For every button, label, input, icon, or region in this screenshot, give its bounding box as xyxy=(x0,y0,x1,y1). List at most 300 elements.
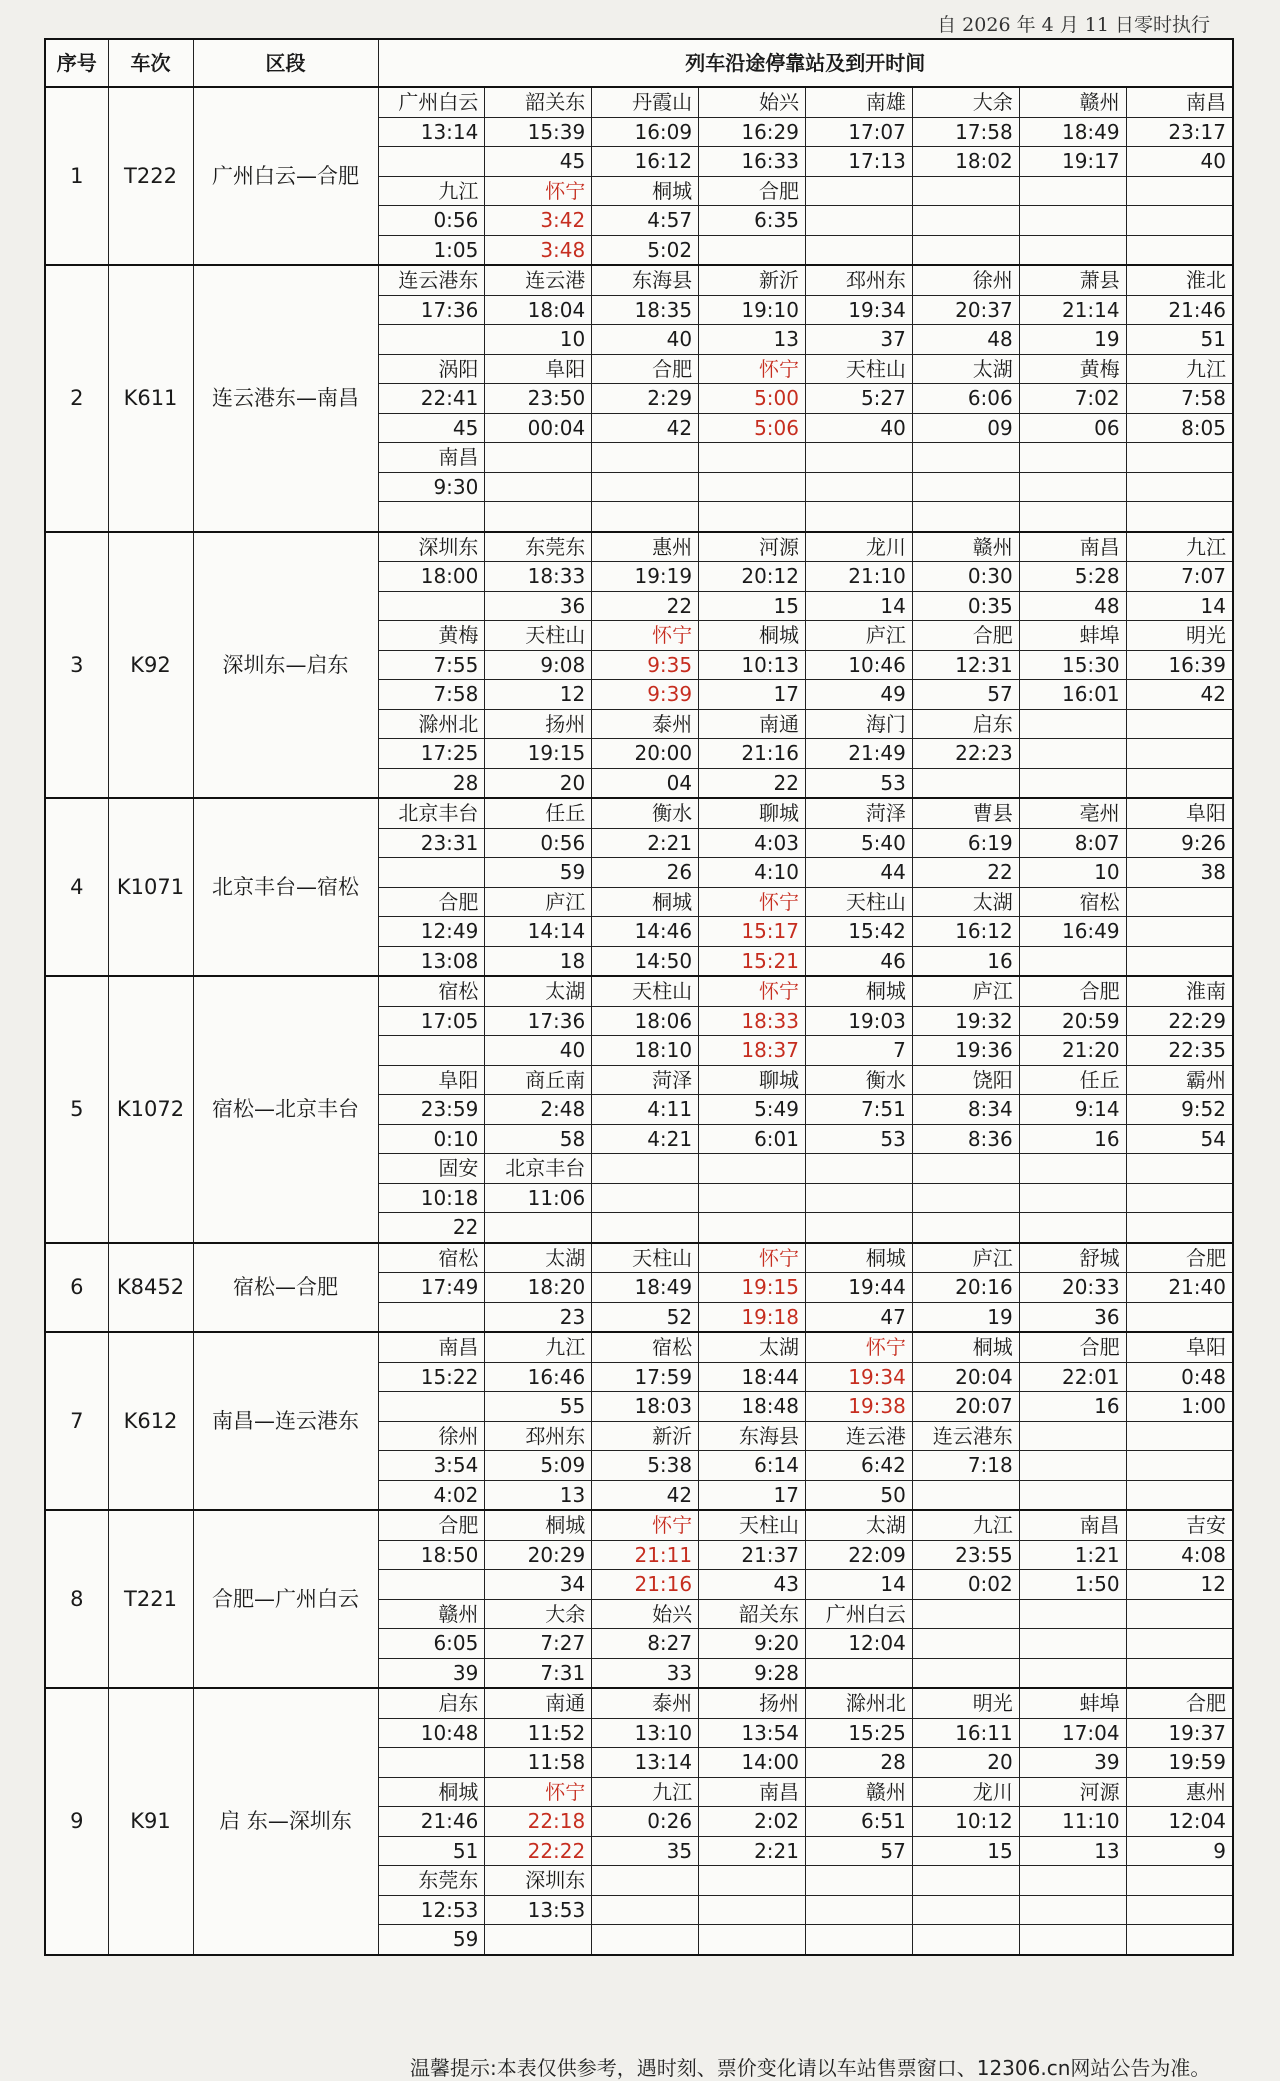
stop-cell: 南昌 xyxy=(1019,532,1126,562)
stop-cell: 10 xyxy=(1019,858,1126,888)
stop-cell: 东海县 xyxy=(699,1421,806,1451)
stop-cell: 38 xyxy=(1126,858,1233,888)
stop-cell: 太湖 xyxy=(485,1243,592,1273)
stop-cell: 35 xyxy=(592,1836,699,1866)
stop-cell: 16:29 xyxy=(699,117,806,147)
stop-cell xyxy=(592,1154,699,1184)
stop-cell: 53 xyxy=(806,768,913,798)
stop-cell: 始兴 xyxy=(592,1599,699,1629)
stop-cell: 怀宁 xyxy=(485,1777,592,1807)
stop-cell: 合肥 xyxy=(1019,1332,1126,1362)
stop-cell: 合肥 xyxy=(1126,1243,1233,1273)
header-stops: 列车沿途停靠站及到开时间 xyxy=(378,39,1233,87)
table-row xyxy=(45,1243,1233,1273)
stop-cell: 吉安 xyxy=(1126,1510,1233,1540)
stop-cell: 59 xyxy=(378,1925,485,1955)
stop-cell: 扬州 xyxy=(485,709,592,739)
stop-cell: 19:19 xyxy=(592,562,699,592)
stop-cell: 45 xyxy=(378,413,485,443)
stop-cell: 合肥 xyxy=(912,621,1019,651)
stop-cell: 13 xyxy=(1019,1836,1126,1866)
train-code: K1071 xyxy=(108,798,193,976)
stop-cell: 49 xyxy=(806,680,913,710)
stop-cell xyxy=(378,1302,485,1332)
stop-cell xyxy=(806,235,913,265)
stop-cell xyxy=(1019,502,1126,532)
stop-cell xyxy=(699,1895,806,1925)
stop-cell: 庐江 xyxy=(912,976,1019,1006)
stop-cell: 7:02 xyxy=(1019,384,1126,414)
stop-cell: 22:23 xyxy=(912,739,1019,769)
stop-cell: 19:18 xyxy=(699,1302,806,1332)
stop-cell xyxy=(1126,443,1233,473)
table-row xyxy=(45,265,1233,295)
stop-cell: 39 xyxy=(378,1658,485,1688)
stop-cell: 15:42 xyxy=(806,917,913,947)
stop-cell: 17:13 xyxy=(806,147,913,177)
stop-cell xyxy=(1019,946,1126,976)
stop-cell: 9:14 xyxy=(1019,1095,1126,1125)
stop-cell: 南通 xyxy=(485,1688,592,1718)
stop-cell xyxy=(592,502,699,532)
stop-cell xyxy=(699,1154,806,1184)
stop-cell: 14:14 xyxy=(485,917,592,947)
stop-cell: 韶关东 xyxy=(485,87,592,117)
stop-cell xyxy=(378,1392,485,1422)
stop-cell: 04 xyxy=(592,768,699,798)
stop-cell: 33 xyxy=(592,1658,699,1688)
stop-cell: 菏泽 xyxy=(806,798,913,828)
stop-cell: 19:10 xyxy=(699,295,806,325)
stop-cell: 42 xyxy=(592,413,699,443)
header-section: 区段 xyxy=(193,39,378,87)
stop-cell xyxy=(1126,768,1233,798)
stop-cell: 17:07 xyxy=(806,117,913,147)
stop-cell: 7:31 xyxy=(485,1658,592,1688)
stop-cell: 阜阳 xyxy=(1126,1332,1233,1362)
stop-cell: 40 xyxy=(1126,147,1233,177)
stop-cell: 黄梅 xyxy=(1019,354,1126,384)
stop-cell: 14:00 xyxy=(699,1748,806,1778)
stop-cell xyxy=(1019,1895,1126,1925)
stop-cell xyxy=(806,1154,913,1184)
table-row xyxy=(45,976,1233,1006)
stop-cell: 10:18 xyxy=(378,1183,485,1213)
stop-cell: 16:39 xyxy=(1126,650,1233,680)
stop-cell: 28 xyxy=(378,768,485,798)
stop-cell xyxy=(378,325,485,355)
stop-cell xyxy=(699,502,806,532)
stop-cell xyxy=(699,443,806,473)
stop-cell xyxy=(912,502,1019,532)
table-row xyxy=(45,798,1233,828)
stop-cell: 广州白云 xyxy=(378,87,485,117)
stop-cell: 启东 xyxy=(378,1688,485,1718)
stop-cell: 19:32 xyxy=(912,1006,1019,1036)
stop-cell: 亳州 xyxy=(1019,798,1126,828)
stop-cell xyxy=(378,147,485,177)
stop-cell: 17 xyxy=(699,680,806,710)
stop-cell: 34 xyxy=(485,1570,592,1600)
stop-cell: 18:48 xyxy=(699,1392,806,1422)
stop-cell: 北京丰台 xyxy=(378,798,485,828)
stop-cell: 10:48 xyxy=(378,1718,485,1748)
stop-cell xyxy=(1019,206,1126,236)
stop-cell: 5:28 xyxy=(1019,562,1126,592)
stop-cell: 17:59 xyxy=(592,1362,699,1392)
stop-cell: 21:14 xyxy=(1019,295,1126,325)
stop-cell: 13:53 xyxy=(485,1895,592,1925)
stop-cell: 54 xyxy=(1126,1124,1233,1154)
train-code: K8452 xyxy=(108,1243,193,1333)
stop-cell: 15:21 xyxy=(699,946,806,976)
stop-cell: 8:36 xyxy=(912,1124,1019,1154)
stop-cell xyxy=(806,206,913,236)
stop-cell xyxy=(592,1925,699,1955)
stop-cell xyxy=(699,1183,806,1213)
stop-cell: 15 xyxy=(912,1836,1019,1866)
stop-cell: 48 xyxy=(1019,591,1126,621)
stop-cell: 18:20 xyxy=(485,1273,592,1303)
stop-cell: 固安 xyxy=(378,1154,485,1184)
stop-cell: 舒城 xyxy=(1019,1243,1126,1273)
stop-cell xyxy=(699,1925,806,1955)
stop-cell: 淮北 xyxy=(1126,265,1233,295)
stop-cell: 53 xyxy=(806,1124,913,1154)
stop-cell xyxy=(1019,1925,1126,1955)
stop-cell: 曹县 xyxy=(912,798,1019,828)
stop-cell: 4:21 xyxy=(592,1124,699,1154)
stop-cell: 8:34 xyxy=(912,1095,1019,1125)
stop-cell: 17:36 xyxy=(378,295,485,325)
stop-cell: 18:02 xyxy=(912,147,1019,177)
stop-cell: 4:10 xyxy=(699,858,806,888)
stop-cell xyxy=(1019,709,1126,739)
timetable xyxy=(44,38,1234,1956)
stop-cell xyxy=(806,1658,913,1688)
stop-cell: 1:50 xyxy=(1019,1570,1126,1600)
stop-cell: 3:42 xyxy=(485,206,592,236)
stop-cell xyxy=(1126,887,1233,917)
stop-cell xyxy=(1126,502,1233,532)
stop-cell: 22:22 xyxy=(485,1836,592,1866)
stop-cell: 6:14 xyxy=(699,1451,806,1481)
stop-cell: 庐江 xyxy=(485,887,592,917)
footer-tip: 温馨提示:本表仅供参考，遇时刻、票价变化请以车站售票窗口、12306.cn网站公告为准。 xyxy=(410,2056,1211,2080)
stop-cell: 15:25 xyxy=(806,1718,913,1748)
stop-cell: 21:16 xyxy=(699,739,806,769)
stop-cell: 12 xyxy=(1126,1570,1233,1600)
stop-cell: 22:09 xyxy=(806,1540,913,1570)
stop-cell: 15:22 xyxy=(378,1362,485,1392)
stop-cell: 赣州 xyxy=(378,1599,485,1629)
stop-cell: 22:41 xyxy=(378,384,485,414)
stop-cell: 36 xyxy=(1019,1302,1126,1332)
stop-cell: 19:59 xyxy=(1126,1748,1233,1778)
stop-cell: 6:35 xyxy=(699,206,806,236)
stop-cell: 7:51 xyxy=(806,1095,913,1125)
stop-cell: 扬州 xyxy=(699,1688,806,1718)
stop-cell xyxy=(1019,739,1126,769)
train-code: K1072 xyxy=(108,976,193,1243)
stop-cell: 11:10 xyxy=(1019,1807,1126,1837)
stop-cell: 桐城 xyxy=(806,1243,913,1273)
stop-cell: 18:49 xyxy=(1019,117,1126,147)
stop-cell xyxy=(912,1154,1019,1184)
stop-cell: 桐城 xyxy=(485,1510,592,1540)
stop-cell: 连云港 xyxy=(806,1421,913,1451)
stop-cell: 丹霞山 xyxy=(592,87,699,117)
stop-cell: 13:08 xyxy=(378,946,485,976)
stop-cell: 40 xyxy=(592,325,699,355)
stop-cell: 58 xyxy=(485,1124,592,1154)
stop-cell xyxy=(1019,1658,1126,1688)
stop-cell: 16:12 xyxy=(912,917,1019,947)
stop-cell: 44 xyxy=(806,858,913,888)
stop-cell xyxy=(1126,1183,1233,1213)
stop-cell: 7 xyxy=(806,1036,913,1066)
stop-cell xyxy=(1126,472,1233,502)
stop-cell xyxy=(485,443,592,473)
stop-cell: 17:58 xyxy=(912,117,1019,147)
stop-cell xyxy=(485,1213,592,1243)
stop-cell xyxy=(1019,1154,1126,1184)
stop-cell: 滁州北 xyxy=(806,1688,913,1718)
stop-cell: 16 xyxy=(912,946,1019,976)
stop-cell xyxy=(806,176,913,206)
stop-cell: 16:49 xyxy=(1019,917,1126,947)
stop-cell xyxy=(912,768,1019,798)
stop-cell xyxy=(912,1480,1019,1510)
stop-cell xyxy=(912,235,1019,265)
stop-cell: 14 xyxy=(806,591,913,621)
stop-cell xyxy=(912,176,1019,206)
table-row xyxy=(45,1510,1233,1540)
stop-cell: 阜阳 xyxy=(485,354,592,384)
stop-cell: 9 xyxy=(1126,1836,1233,1866)
stop-cell: 9:35 xyxy=(592,650,699,680)
stop-cell xyxy=(485,472,592,502)
stop-cell xyxy=(699,1866,806,1896)
stop-cell: 9:08 xyxy=(485,650,592,680)
stop-cell xyxy=(806,1866,913,1896)
stop-cell: 徐州 xyxy=(912,265,1019,295)
stop-cell: 18:03 xyxy=(592,1392,699,1422)
stop-cell: 11:52 xyxy=(485,1718,592,1748)
stop-cell: 新沂 xyxy=(592,1421,699,1451)
stop-cell xyxy=(1019,1480,1126,1510)
stop-cell: 太湖 xyxy=(912,354,1019,384)
stop-cell: 5:27 xyxy=(806,384,913,414)
stop-cell: 20:37 xyxy=(912,295,1019,325)
stop-cell: 18:44 xyxy=(699,1362,806,1392)
stop-cell xyxy=(1126,1154,1233,1184)
stop-cell: 7:07 xyxy=(1126,562,1233,592)
stop-cell: 16:01 xyxy=(1019,680,1126,710)
stop-cell: 13 xyxy=(699,325,806,355)
stop-cell xyxy=(485,1925,592,1955)
stop-cell: 22:01 xyxy=(1019,1362,1126,1392)
stop-cell: 阜阳 xyxy=(378,1065,485,1095)
stop-cell: 21:20 xyxy=(1019,1036,1126,1066)
stop-cell: 商丘南 xyxy=(485,1065,592,1095)
stop-cell: 57 xyxy=(912,680,1019,710)
stop-cell xyxy=(1126,739,1233,769)
train-section: 北京丰台—宿松 xyxy=(193,798,378,976)
stop-cell xyxy=(1019,1599,1126,1629)
stop-cell: 九江 xyxy=(485,1332,592,1362)
stop-cell: 怀宁 xyxy=(699,354,806,384)
stop-cell: 20:12 xyxy=(699,562,806,592)
stop-cell: 九江 xyxy=(378,176,485,206)
stop-cell: 庐江 xyxy=(912,1243,1019,1273)
stop-cell: 13:14 xyxy=(378,117,485,147)
stop-cell xyxy=(1019,1421,1126,1451)
stop-cell: 15:30 xyxy=(1019,650,1126,680)
stop-cell: 合肥 xyxy=(378,887,485,917)
stop-cell: 3:54 xyxy=(378,1451,485,1481)
stop-cell: 18:04 xyxy=(485,295,592,325)
stop-cell: 2:02 xyxy=(699,1807,806,1837)
stop-cell: 9:39 xyxy=(592,680,699,710)
stop-cell: 东莞东 xyxy=(485,532,592,562)
stop-cell: 南昌 xyxy=(1019,1510,1126,1540)
stop-cell: 0:56 xyxy=(485,828,592,858)
stop-cell: 东莞东 xyxy=(378,1866,485,1896)
stop-cell: 九江 xyxy=(592,1777,699,1807)
stop-cell: 23:17 xyxy=(1126,117,1233,147)
stop-cell xyxy=(1019,443,1126,473)
stop-cell: 黄梅 xyxy=(378,621,485,651)
stop-cell xyxy=(912,1183,1019,1213)
stop-cell: 北京丰台 xyxy=(485,1154,592,1184)
stop-cell xyxy=(485,502,592,532)
stop-cell: 50 xyxy=(806,1480,913,1510)
stop-cell xyxy=(806,1213,913,1243)
stop-cell xyxy=(592,1213,699,1243)
stop-cell: 10 xyxy=(485,325,592,355)
stop-cell: 桐城 xyxy=(378,1777,485,1807)
train-no: 4 xyxy=(45,798,108,976)
stop-cell: 9:20 xyxy=(699,1629,806,1659)
stop-cell xyxy=(1126,1629,1233,1659)
stop-cell: 18:37 xyxy=(699,1036,806,1066)
stop-cell xyxy=(806,1925,913,1955)
train-section: 广州白云—合肥 xyxy=(193,87,378,265)
stop-cell: 19:36 xyxy=(912,1036,1019,1066)
stop-cell: 怀宁 xyxy=(592,621,699,651)
stop-cell: 39 xyxy=(1019,1748,1126,1778)
stop-cell: 22 xyxy=(699,768,806,798)
stop-cell: 0:10 xyxy=(378,1124,485,1154)
stop-cell xyxy=(699,1213,806,1243)
stop-cell: 合肥 xyxy=(592,354,699,384)
stop-cell: 45 xyxy=(485,147,592,177)
stop-cell: 12:49 xyxy=(378,917,485,947)
stop-cell xyxy=(592,443,699,473)
stop-cell: 宿松 xyxy=(378,1243,485,1273)
stop-cell: 15:17 xyxy=(699,917,806,947)
stop-cell: 桐城 xyxy=(806,976,913,1006)
stop-cell: 0:35 xyxy=(912,591,1019,621)
stop-cell: 21:37 xyxy=(699,1540,806,1570)
stop-cell: 19:37 xyxy=(1126,1718,1233,1748)
train-code: T221 xyxy=(108,1510,193,1688)
stop-cell: 18 xyxy=(485,946,592,976)
stop-cell: 23:59 xyxy=(378,1095,485,1125)
stop-cell xyxy=(378,1036,485,1066)
stop-cell: 51 xyxy=(1126,325,1233,355)
stop-cell: 11:06 xyxy=(485,1183,592,1213)
stop-cell: 19 xyxy=(912,1302,1019,1332)
header-train: 车次 xyxy=(108,39,193,87)
stop-cell: 桐城 xyxy=(912,1332,1019,1362)
stop-cell: 14:50 xyxy=(592,946,699,976)
stop-cell: 0:26 xyxy=(592,1807,699,1837)
stop-cell xyxy=(1126,1599,1233,1629)
stop-cell: 59 xyxy=(485,858,592,888)
train-code: K91 xyxy=(108,1688,193,1955)
train-section: 宿松—合肥 xyxy=(193,1243,378,1333)
stop-cell: 韶关东 xyxy=(699,1599,806,1629)
stop-cell: 饶阳 xyxy=(912,1065,1019,1095)
stop-cell: 淮南 xyxy=(1126,976,1233,1006)
stop-cell xyxy=(1126,709,1233,739)
stop-cell xyxy=(1019,176,1126,206)
stop-cell: 16:46 xyxy=(485,1362,592,1392)
stop-cell: 6:01 xyxy=(699,1124,806,1154)
stop-cell: 14 xyxy=(1126,591,1233,621)
stop-cell xyxy=(592,1183,699,1213)
stop-cell: 28 xyxy=(806,1748,913,1778)
train-no: 8 xyxy=(45,1510,108,1688)
stop-cell: 19:44 xyxy=(806,1273,913,1303)
stop-cell xyxy=(806,443,913,473)
stop-cell: 42 xyxy=(1126,680,1233,710)
stop-cell: 宿松 xyxy=(378,976,485,1006)
stop-cell: 九江 xyxy=(1126,354,1233,384)
stop-cell xyxy=(378,858,485,888)
stop-cell: 怀宁 xyxy=(485,176,592,206)
stop-cell xyxy=(378,1748,485,1778)
stop-cell xyxy=(378,502,485,532)
stop-cell: 10:46 xyxy=(806,650,913,680)
stop-cell xyxy=(1126,917,1233,947)
stop-cell: 霸州 xyxy=(1126,1065,1233,1095)
train-section: 深圳东—启东 xyxy=(193,532,378,799)
stop-cell: 宿松 xyxy=(592,1332,699,1362)
stop-cell: 19 xyxy=(1019,325,1126,355)
stop-cell: 蚌埠 xyxy=(1019,621,1126,651)
train-no: 6 xyxy=(45,1243,108,1333)
stop-cell: 21:16 xyxy=(592,1570,699,1600)
stop-cell: 18:35 xyxy=(592,295,699,325)
stop-cell: 15:39 xyxy=(485,117,592,147)
stop-cell: 聊城 xyxy=(699,798,806,828)
stop-cell: 6:42 xyxy=(806,1451,913,1481)
stop-cell: 9:26 xyxy=(1126,828,1233,858)
train-no: 5 xyxy=(45,976,108,1243)
stop-cell xyxy=(912,1599,1019,1629)
stop-cell: 7:58 xyxy=(378,680,485,710)
stop-cell: 连云港东 xyxy=(378,265,485,295)
stop-cell: 2:21 xyxy=(699,1836,806,1866)
timetable-body xyxy=(45,87,1233,1955)
stop-cell xyxy=(1126,1658,1233,1688)
stop-cell: 5:49 xyxy=(699,1095,806,1125)
stop-cell: 14:46 xyxy=(592,917,699,947)
stop-cell xyxy=(699,472,806,502)
